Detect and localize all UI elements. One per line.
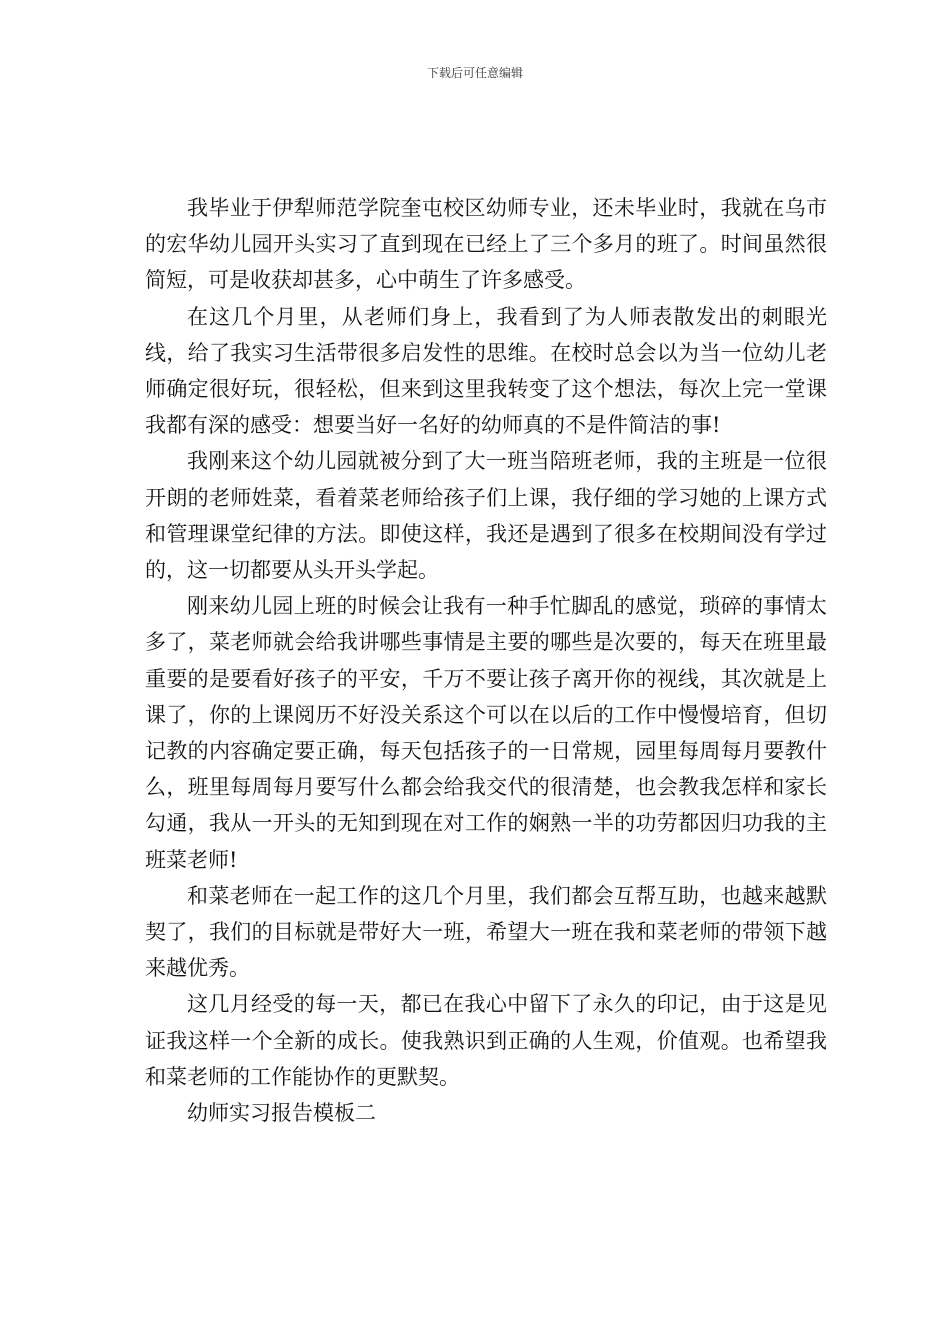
paragraph: 和菜老师在一起工作的这几个月里，我们都会互帮互助，也越来越默契了，我们的目标就是带好大一班，希望大一班在我和菜老师的带领下越来越优秀。 xyxy=(145,883,827,981)
paragraph: 刚来幼儿园上班的时候会让我有一种手忙脚乱的感觉，琐碎的事情太多了，菜老师就会给我讲哪些事情是主要的哪些是次要的，每天在班里最重要的是要看好孩子的平安，千万不要让孩子离开你的视线，其次就是上课了，你的上课阅历不好没关系这个可以在以后的工作中慢慢培育，但切记教的内容确定要正确，每天包括孩子的一日常规，园里每周每月要教什么，班里每周每月要写什么都会给我交代的很清楚，也会教我怎样和家长勾通，我从一开头的无知到现在对工作的娴熟一半的功劳都因归功我的主班菜老师! xyxy=(145,594,827,872)
document-body xyxy=(145,190,827,1131)
paragraph: 这几月经受的每一天，都已在我心中留下了永久的印记，由于这是见证我这样一个全新的成长。使我熟识到正确的人生观，价值观。也希望我和菜老师的工作能协作的更默契。 xyxy=(145,992,827,1089)
paragraph: 我毕业于伊犁师范学院奎屯校区幼师专业，还未毕业时，我就在乌市的宏华幼儿园开头实习了直到现在已经上了三个多月的班了。时间虽然很简短，可是收获却甚多，心中萌生了许多感受。 xyxy=(145,196,827,293)
paragraph: 我刚来这个幼儿园就被分到了大一班当陪班老师，我的主班是一位很开朗的老师姓菜，看着菜老师给孩子们上课，我仔细的学习她的上课方式和管理课堂纪律的方法。即使这样，我还是遇到了很多在校期间没有学过的，这一切都要从头开头学起。 xyxy=(145,449,827,583)
section-heading: 幼师实习报告模板二 xyxy=(187,1101,376,1126)
header-note: 下载后可任意编辑 xyxy=(426,66,523,80)
paragraph: 在这几个月里，从老师们身上，我看到了为人师表散发出的刺眼光线，给了我实习生活带很多启发性的思维。在校时总会以为当一位幼儿老师确定很好玩，很轻松，但来到这里我转变了这个想法，每次上完一堂课我都有深的感受：想要当好一名好的幼师真的不是件简洁的事! xyxy=(145,304,827,438)
